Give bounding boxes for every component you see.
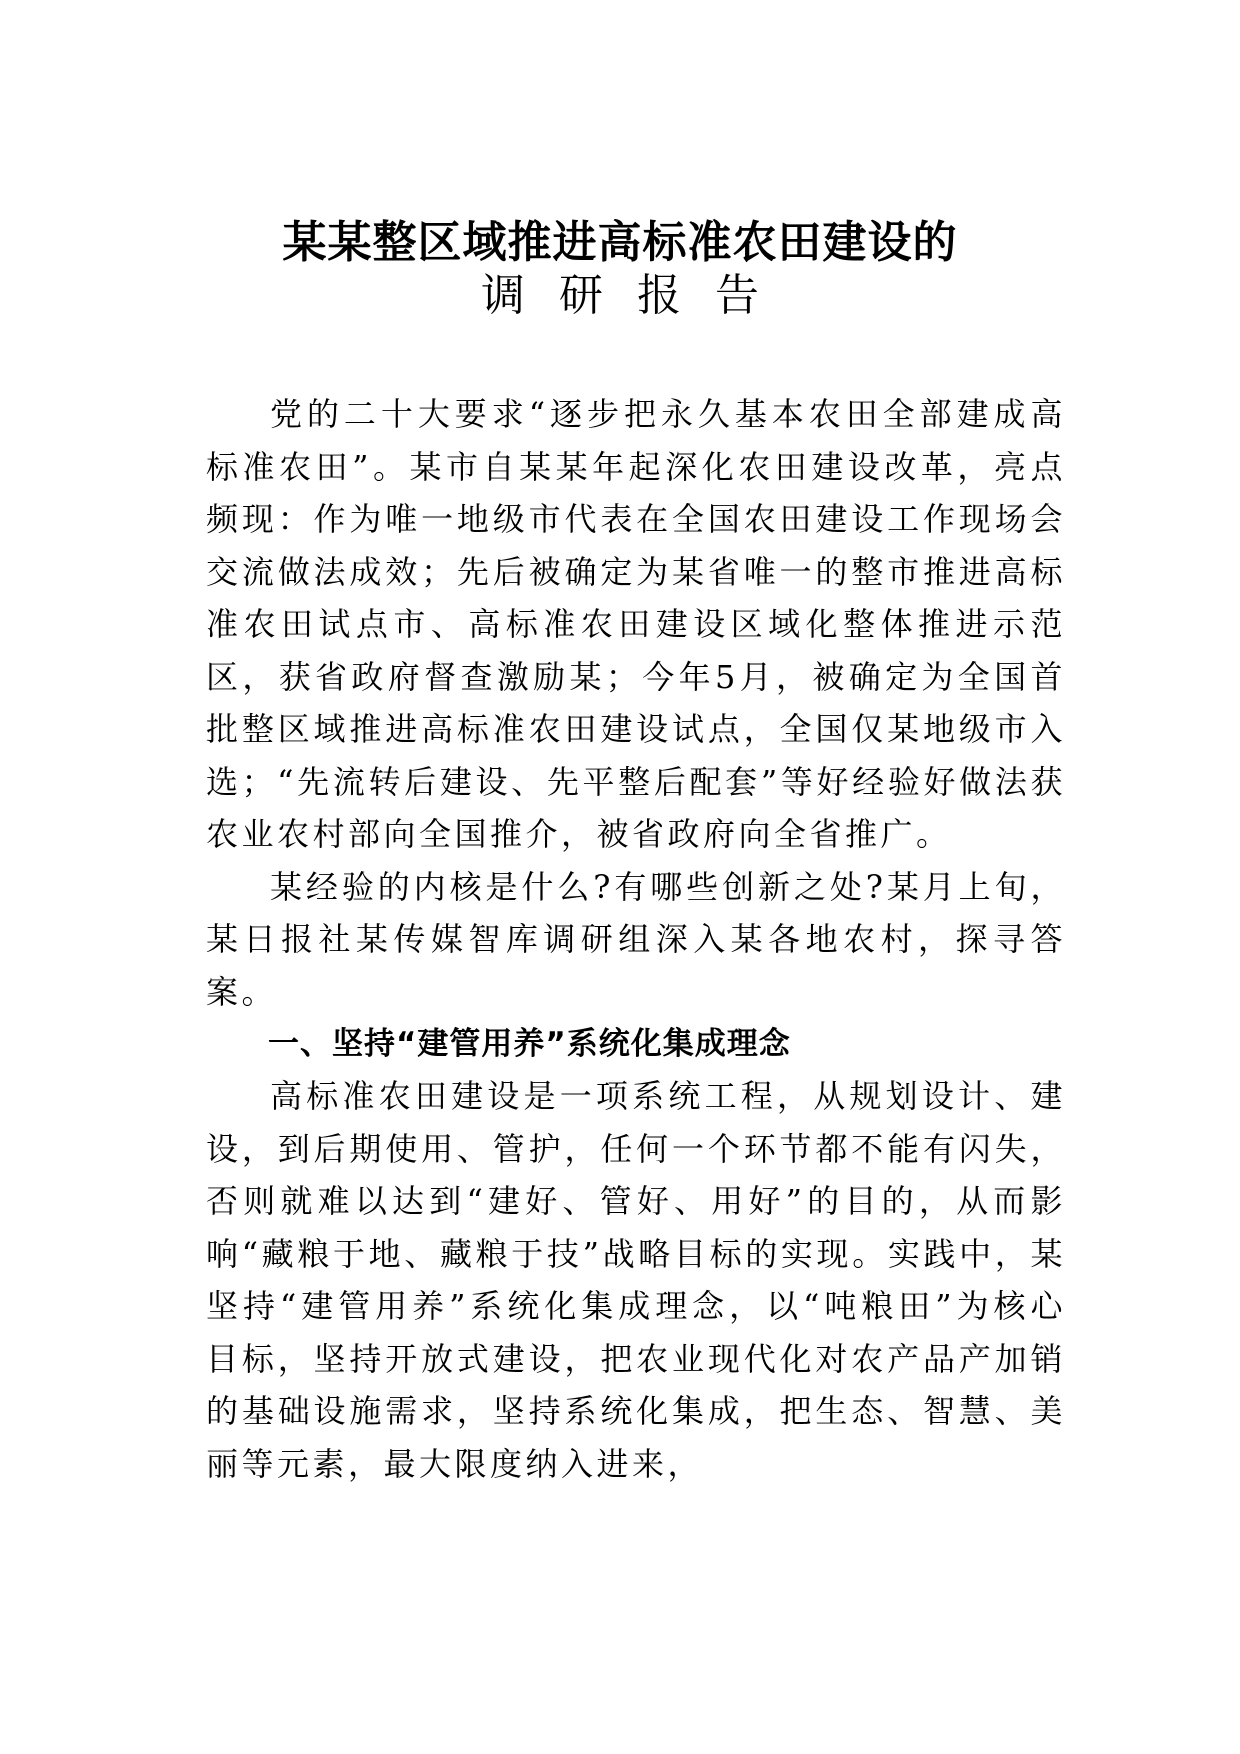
section-heading: 一、坚持“建管用养”系统化集成理念 [268, 1026, 791, 1062]
section-paragraph: 高标准农田建设是一项系统工程，从规划设计、建设，到后期使用、管护，任何一个环节都不能有闪失，否则就难以达到“建好、管好、用好”的目的，从而影响“藏粮于地、藏粮于技”战略目标的实现。实践中，某坚持“建管用养”系统化集成理念，以“吨粮田”为核心目标，坚持开放式建设，把农业现代化对农产品产加销的基础设施需求，坚持系统化集成，把生态、智慧、美丽等元素，最大限度纳入进来， [206, 1077, 1066, 1483]
body-paragraph: 某经验的内核是什么?有哪些创新之处?某月上旬，某日报社某传媒智库调研组深入某各地农村，探寻答案。 [206, 867, 1066, 1011]
body-paragraph: 党的二十大要求“逐步把永久基本农田全部建成高标准农田”。某市自某某年起深化农田建设改革，亮点频现：作为唯一地级市代表在全国农田建设工作现场会交流做法成效；先后被确定为某省唯一的整市推进高标准农田试点市、高标准农田建设区域化整体推进示范区，获省政府督查激励某；今年5月，被确定为全国首批整区域推进高标准农田建设试点，全国仅某地级市入选；“先流转后建设、先平整后配套”等好经验好做法获农业农村部向全国推介，被省政府向全省推广。 [206, 395, 1066, 853]
document-body [206, 388, 1066, 1490]
document-subtitle: 调研报告 [481, 270, 793, 321]
document-title: 某某整区域推进高标准农田建设的 [282, 217, 958, 268]
